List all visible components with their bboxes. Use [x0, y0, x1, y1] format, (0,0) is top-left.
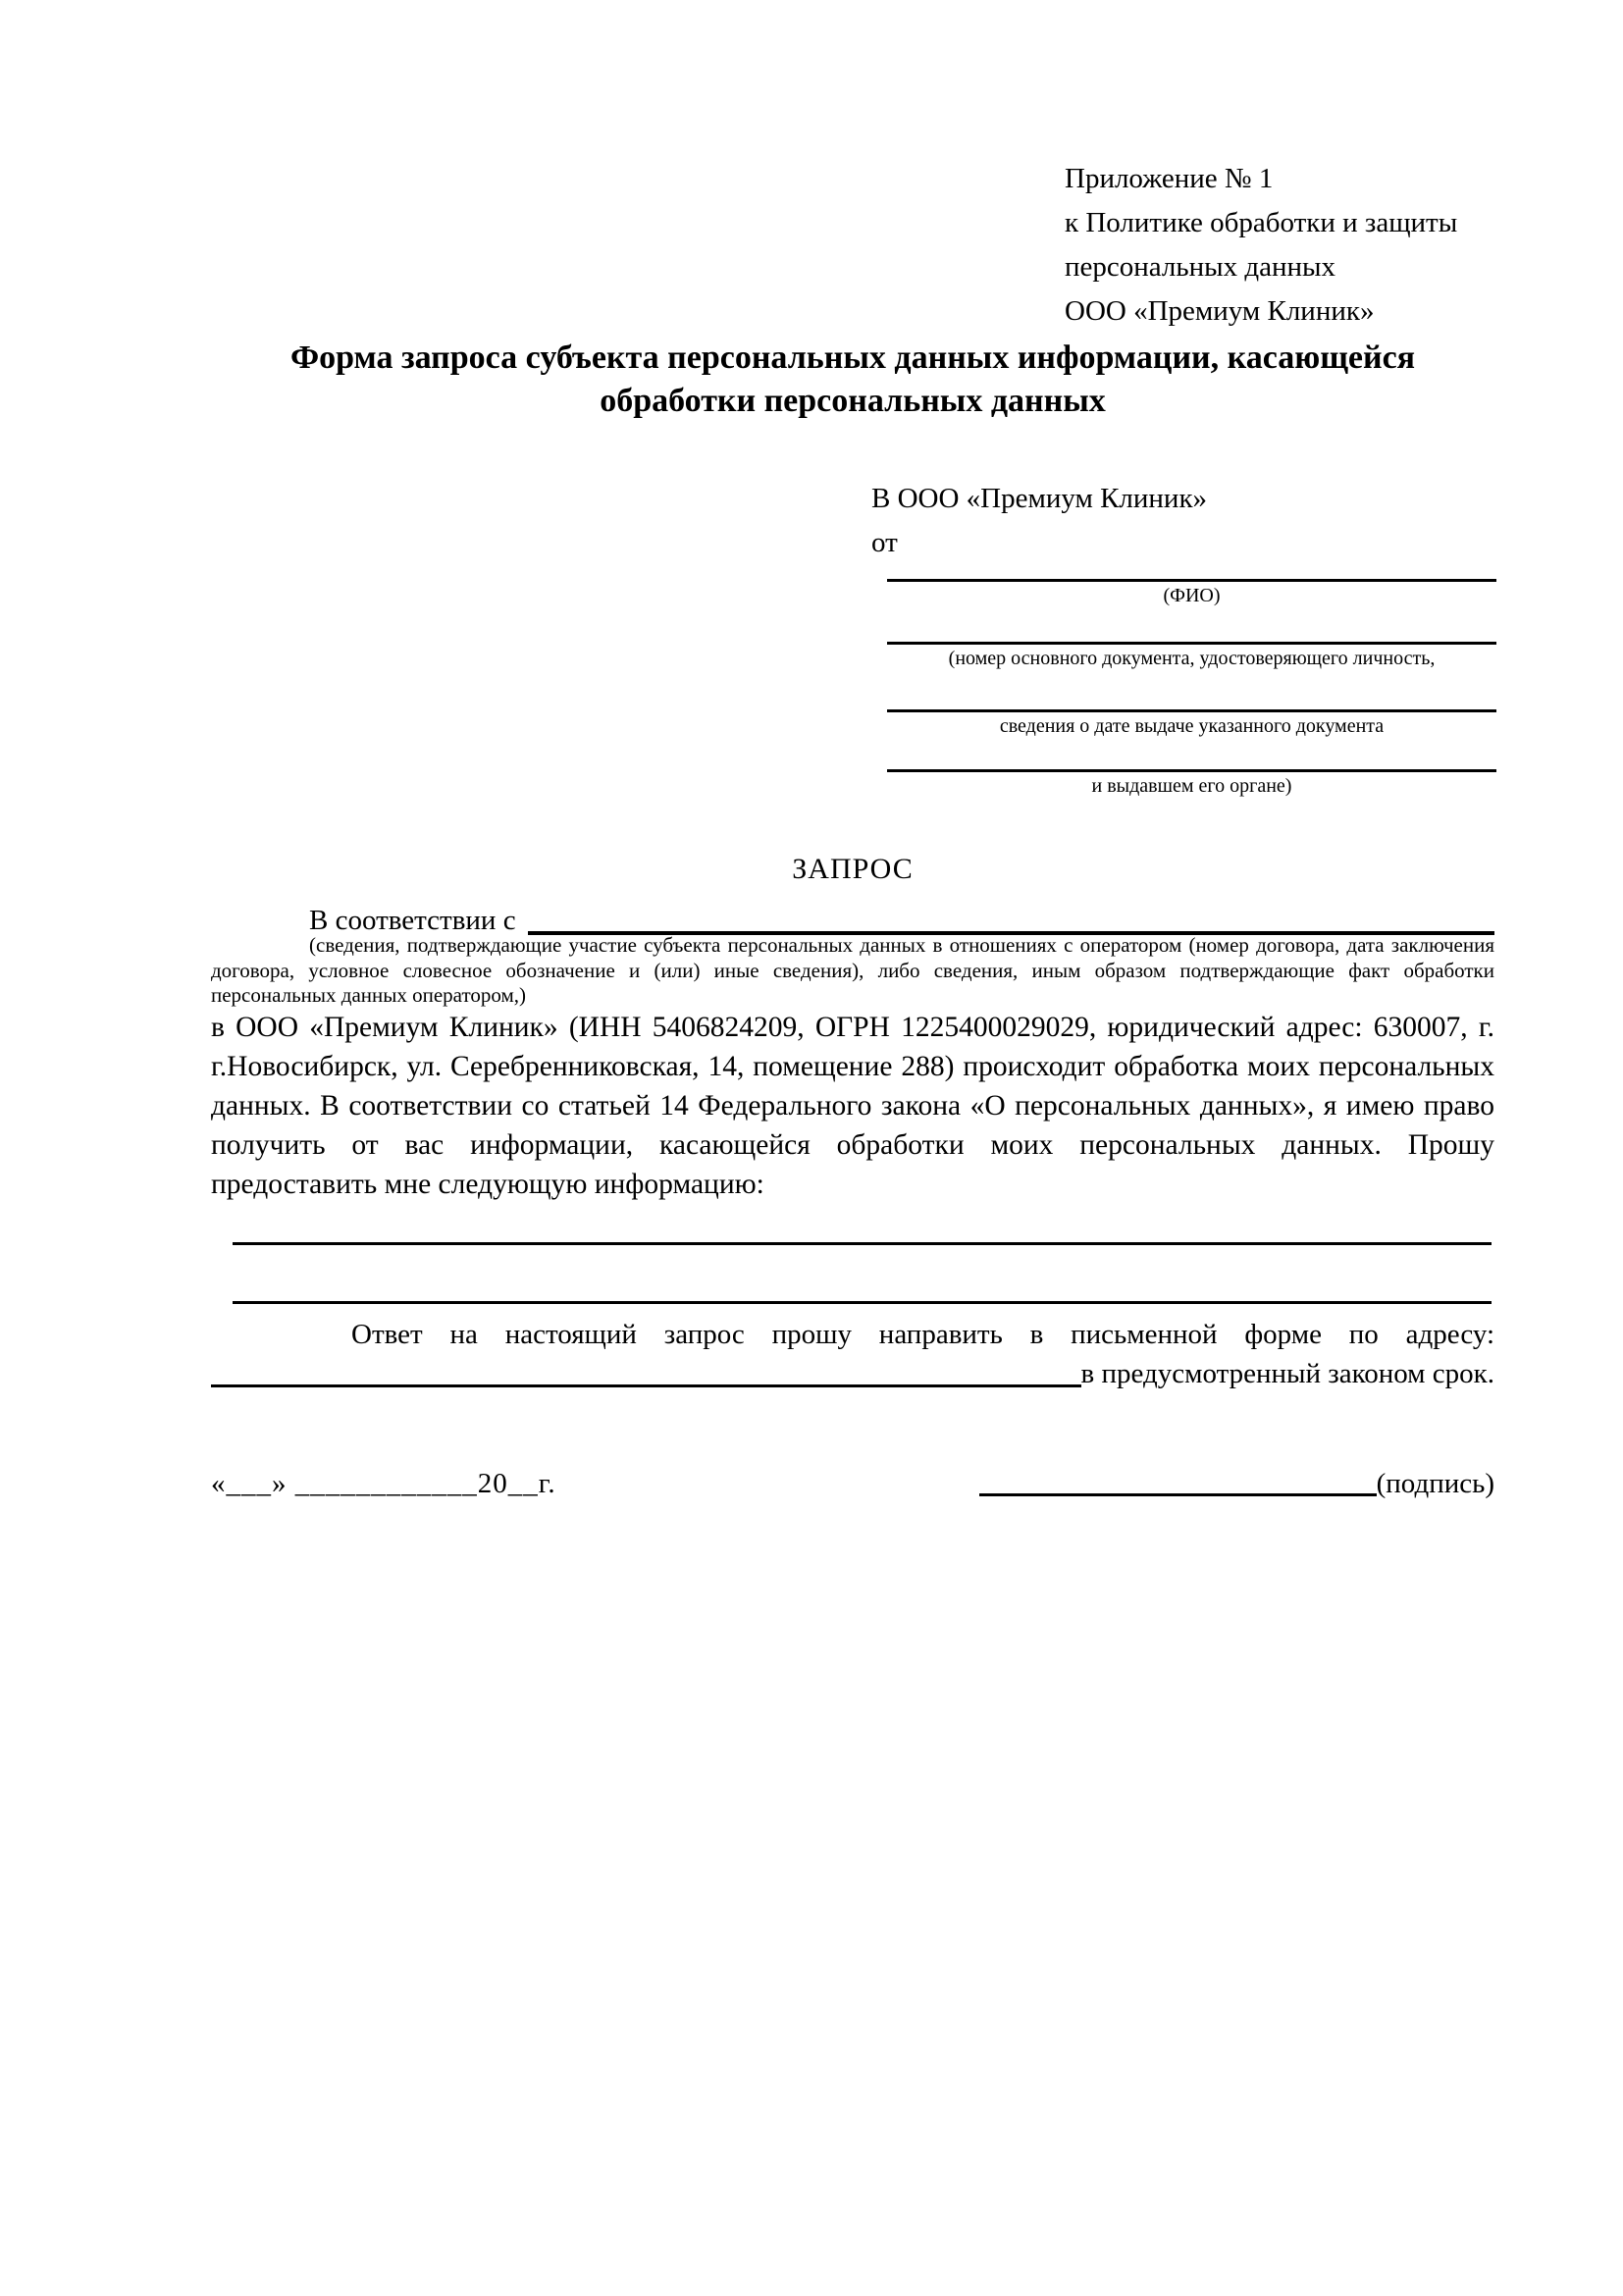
- issue-date-field-line: [887, 709, 1496, 712]
- fio-field-caption: (ФИО): [1163, 585, 1221, 606]
- appendix-line: ООО «Премиум Клиник»: [1065, 295, 1375, 327]
- signature-area: [979, 1464, 1494, 1503]
- issuing-authority-field-caption: и выдавшем его органе): [1091, 775, 1292, 797]
- document-title: [211, 337, 1494, 423]
- request-body-paragraph: в ООО «Премиум Клиник» (ИНН 5406824209, ОГРН 1225400029029, юридический адрес: 630007, г. г.Новосибирск, ул. Серебренниковская, 14, помещение 288) происходит обработка моих персональных данных. В соответствии со статьей 14 Федерального закона «О персональных данных», я имею право получить от вас информации, касающейся обработки моих персональных данных. Прошу предоставить мне следующую информацию:: [211, 1012, 1494, 1200]
- id-document-field: [887, 642, 1496, 672]
- address-field-line: [211, 1354, 1081, 1387]
- issuing-authority-field: [887, 769, 1496, 800]
- blank-field-line: [233, 1301, 1492, 1304]
- issue-date-field-caption: сведения о дате выдаче указанного документа: [999, 715, 1385, 737]
- recipient-organization: В ООО «Премиум Клиник»: [871, 483, 1208, 514]
- fio-field-line: [887, 579, 1496, 582]
- response-address-intro: Ответ на настоящий запрос прошу направить в письменной форме по адресу:: [351, 1319, 1494, 1350]
- appendix-block: [1065, 157, 1457, 334]
- blank-field-line: [233, 1242, 1492, 1245]
- issuing-authority-field-line: [887, 769, 1496, 772]
- document-title-text: Форма запроса субъекта персональных данных информации, касающейся обработки персональных данных: [289, 339, 1416, 419]
- signature-field-line: [979, 1493, 1377, 1496]
- recipient-block: [871, 477, 1496, 800]
- appendix-line: персональных данных: [1065, 251, 1336, 283]
- fine-print-note: (сведения, подтверждающие участие субъекта персональных данных в отношениях с оператором (номер договора, дата заключения договора, условное словесное обозначение и (или) иные сведения), либо сведения, иным образом подтверждающие факт обработки персональных данных оператором,): [211, 933, 1494, 1007]
- recipient-from-label: от: [871, 527, 898, 558]
- id-document-field-caption: (номер основного документа, удостоверяющего личность,: [948, 648, 1436, 669]
- response-address-row: [211, 1354, 1494, 1393]
- request-heading: ЗАПРОС: [792, 853, 914, 885]
- accordance-prefix: В соответствии с: [309, 905, 516, 936]
- issue-date-field: [887, 709, 1496, 740]
- signature-caption: (подпись): [1376, 1468, 1494, 1499]
- footer-row: [211, 1464, 1494, 1503]
- response-term-suffix: в предусмотренный законом срок.: [1080, 1358, 1494, 1389]
- id-document-field-line: [887, 642, 1496, 645]
- appendix-line: к Политике обработки и защиты: [1065, 207, 1458, 238]
- accordance-field-line: [528, 901, 1494, 935]
- date-blank: «___» ____________20__г.: [211, 1468, 556, 1499]
- appendix-line: Приложение № 1: [1065, 163, 1274, 194]
- fio-field: [887, 579, 1496, 609]
